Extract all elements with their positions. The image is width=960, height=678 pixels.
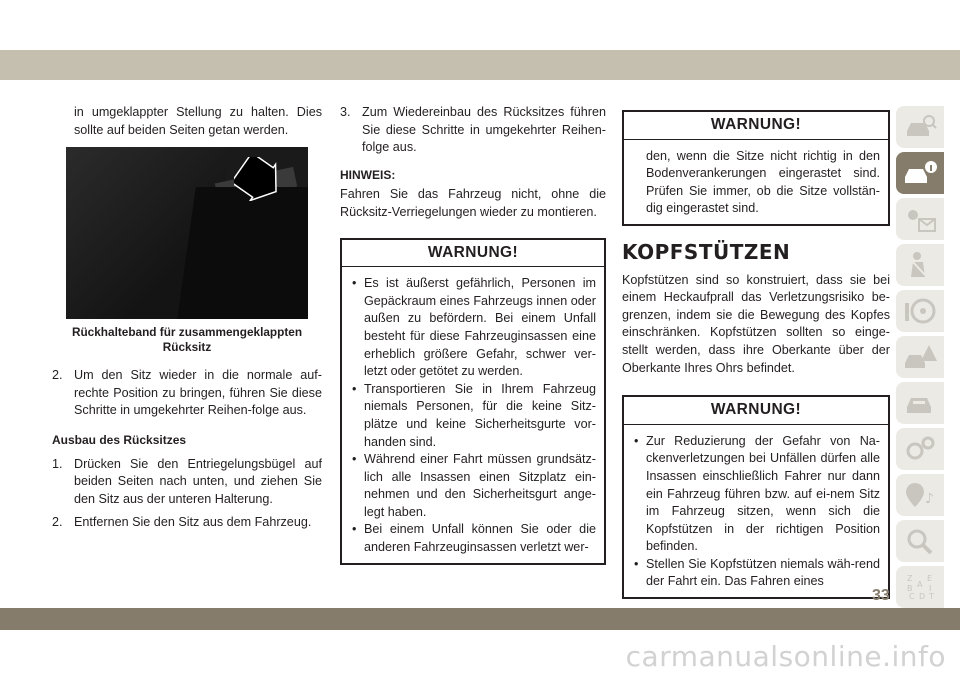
list-text: Entfernen Sie den Sitz aus dem Fahrzeug. bbox=[74, 515, 312, 530]
footer-watermark[interactable]: carmanualsonline.info bbox=[625, 640, 946, 673]
list-number: 2. bbox=[52, 368, 63, 383]
warning-box bbox=[622, 395, 890, 599]
note-label: HINWEIS: bbox=[340, 167, 396, 182]
warning-text: den, wenn die Sitze nicht richtig in den Bodenverankerungen eingerastet sind. Prüfen Sie immer, ob die Sitze vollstän-dig eingerastet sind. bbox=[646, 148, 880, 216]
steering-wheel-icon bbox=[903, 297, 937, 325]
list-text: Drücken Sie den Entriegelungsbügel auf beiden Seiten nach unten, und ziehen Sie den Sitz aus der unteren Halterung. bbox=[74, 456, 322, 506]
tab-car-info[interactable] bbox=[896, 152, 944, 194]
warning-bullet: • Bei einem Unfall können Sie oder die anderen Fahrzeuginsassen verletzt wer- bbox=[352, 522, 596, 555]
tab-gears[interactable] bbox=[896, 428, 944, 470]
warning-title: WARNUNG! bbox=[624, 112, 888, 140]
chapter-tabs bbox=[896, 106, 944, 612]
tab-steering[interactable] bbox=[896, 290, 944, 332]
tab-warning-lights[interactable] bbox=[896, 198, 944, 240]
warning-title: WARNUNG! bbox=[342, 240, 604, 268]
tab-search[interactable] bbox=[896, 520, 944, 562]
list-item bbox=[52, 514, 322, 532]
car-info-icon bbox=[903, 159, 937, 187]
list-number: 2. bbox=[52, 515, 63, 530]
image-caption: Rückhalteband für zusammengeklappten Rücksitz bbox=[71, 325, 303, 355]
list-item bbox=[52, 367, 322, 420]
column-right bbox=[622, 110, 890, 599]
svg-text:D: D bbox=[919, 592, 926, 601]
warning-box bbox=[340, 238, 606, 565]
svg-text:C: C bbox=[909, 592, 915, 601]
list-number: 1. bbox=[52, 456, 63, 471]
subheading: Ausbau des Rücksitzes bbox=[52, 432, 187, 447]
car-warning-icon bbox=[903, 343, 937, 371]
header-band bbox=[0, 50, 960, 80]
tab-index[interactable] bbox=[896, 566, 944, 608]
svg-text:E: E bbox=[927, 574, 933, 583]
note-text: Fahren Sie das Fahrzeug nicht, ohne die Rücksitz-Verriegelungen wieder zu montieren. bbox=[340, 187, 606, 219]
car-service-icon bbox=[903, 389, 937, 417]
svg-text:T: T bbox=[929, 592, 934, 601]
tab-car-search[interactable] bbox=[896, 106, 944, 148]
music-pin-icon bbox=[903, 481, 937, 509]
list-item bbox=[340, 104, 606, 157]
warning-bullet: • Transportieren Sie in Ihrem Fahrzeug niemals Personen, für die keine Sitz-plätze und keine Sicherheitsgurte vor-handen sind. bbox=[352, 381, 596, 449]
svg-text:♪: ♪ bbox=[925, 491, 934, 507]
svg-text:B: B bbox=[907, 584, 913, 593]
warning-title: WARNUNG! bbox=[624, 397, 888, 425]
svg-text:A: A bbox=[917, 580, 923, 589]
section-paragraph: Kopfstützen sind so konstruiert, dass sie bei einem Heckaufprall das Verletzungsrisiko be-grenzen, indem sie die Bewegung des Kopfes einschränken. Kopfstützen sollten so einge-stellt werden, dass ihre Oberkante über der Oberkante Ihres Ohrs befindet. bbox=[622, 272, 890, 375]
tab-seatbelt[interactable] bbox=[896, 244, 944, 286]
tab-car-warning[interactable] bbox=[896, 336, 944, 378]
warning-lights-icon bbox=[903, 205, 937, 233]
list-number: 3. bbox=[340, 105, 351, 119]
arrow-icon bbox=[234, 157, 282, 201]
svg-text:Z: Z bbox=[907, 574, 913, 583]
gears-icon bbox=[903, 435, 937, 463]
car-search-icon bbox=[903, 113, 937, 141]
warning-bullet: • Stellen Sie Kopfstützen niemals wäh-rend der Fahrt ein. Das Fahren eines bbox=[634, 556, 880, 589]
list-text: Zum Wiedereinbau des Rücksitzes führen Sie diese Schritte in umgekehrter Reihen-folge aus. bbox=[362, 105, 606, 155]
footer-band bbox=[0, 608, 960, 630]
svg-text:I: I bbox=[929, 584, 932, 593]
tab-car-service[interactable] bbox=[896, 382, 944, 424]
tab-multimedia[interactable] bbox=[896, 474, 944, 516]
list-text: Um den Sitz wieder in die normale auf-rechte Position zu bringen, führen Sie diese Schritte in umgekehrter Reihen-folge aus. bbox=[74, 368, 322, 418]
warning-bullet: • Während einer Fahrt müssen grundsätz-lich alle Insassen einen Sitzplatz ein-nehmen und den Sicherheitsgurt ange-legt haben. bbox=[352, 452, 596, 519]
intro-text: in umgeklappter Stellung zu halten. Dies sollte auf beiden Seiten getan werden. bbox=[74, 105, 322, 137]
alphabet-index-icon bbox=[903, 573, 937, 601]
warning-bullet: • Zur Reduzierung der Gefahr von Na-ckenverletzungen bei Unfällen dürfen alle Insassen einschließlich Fahrer nur dann ein Fahrzeug führen bzw. auf ei-nem Sitz im Fahrzeug sitzen, wenn sich die Kopfstützen in der richtigen Position befinden. bbox=[634, 433, 880, 554]
column-middle bbox=[340, 104, 606, 565]
seat-strap-photo bbox=[66, 147, 308, 319]
warning-box-continued bbox=[622, 110, 890, 226]
warning-bullet: • Es ist äußerst gefährlich, Personen im Gepäckraum eines Fahrzeugs innen oder außen zu befördern. Bei einem Unfall besteht für diese Fahrzeuginsassen eine erheblich größere Gefahr, schwer ver-letzt oder getötet zu werden. bbox=[352, 276, 596, 379]
column-left bbox=[52, 104, 322, 538]
list-item bbox=[52, 456, 322, 509]
page-number: 33 bbox=[872, 587, 890, 604]
section-title: KOPFSTÜTZEN bbox=[622, 239, 791, 264]
seatbelt-person-icon bbox=[903, 251, 937, 279]
magnifier-icon bbox=[903, 527, 937, 555]
